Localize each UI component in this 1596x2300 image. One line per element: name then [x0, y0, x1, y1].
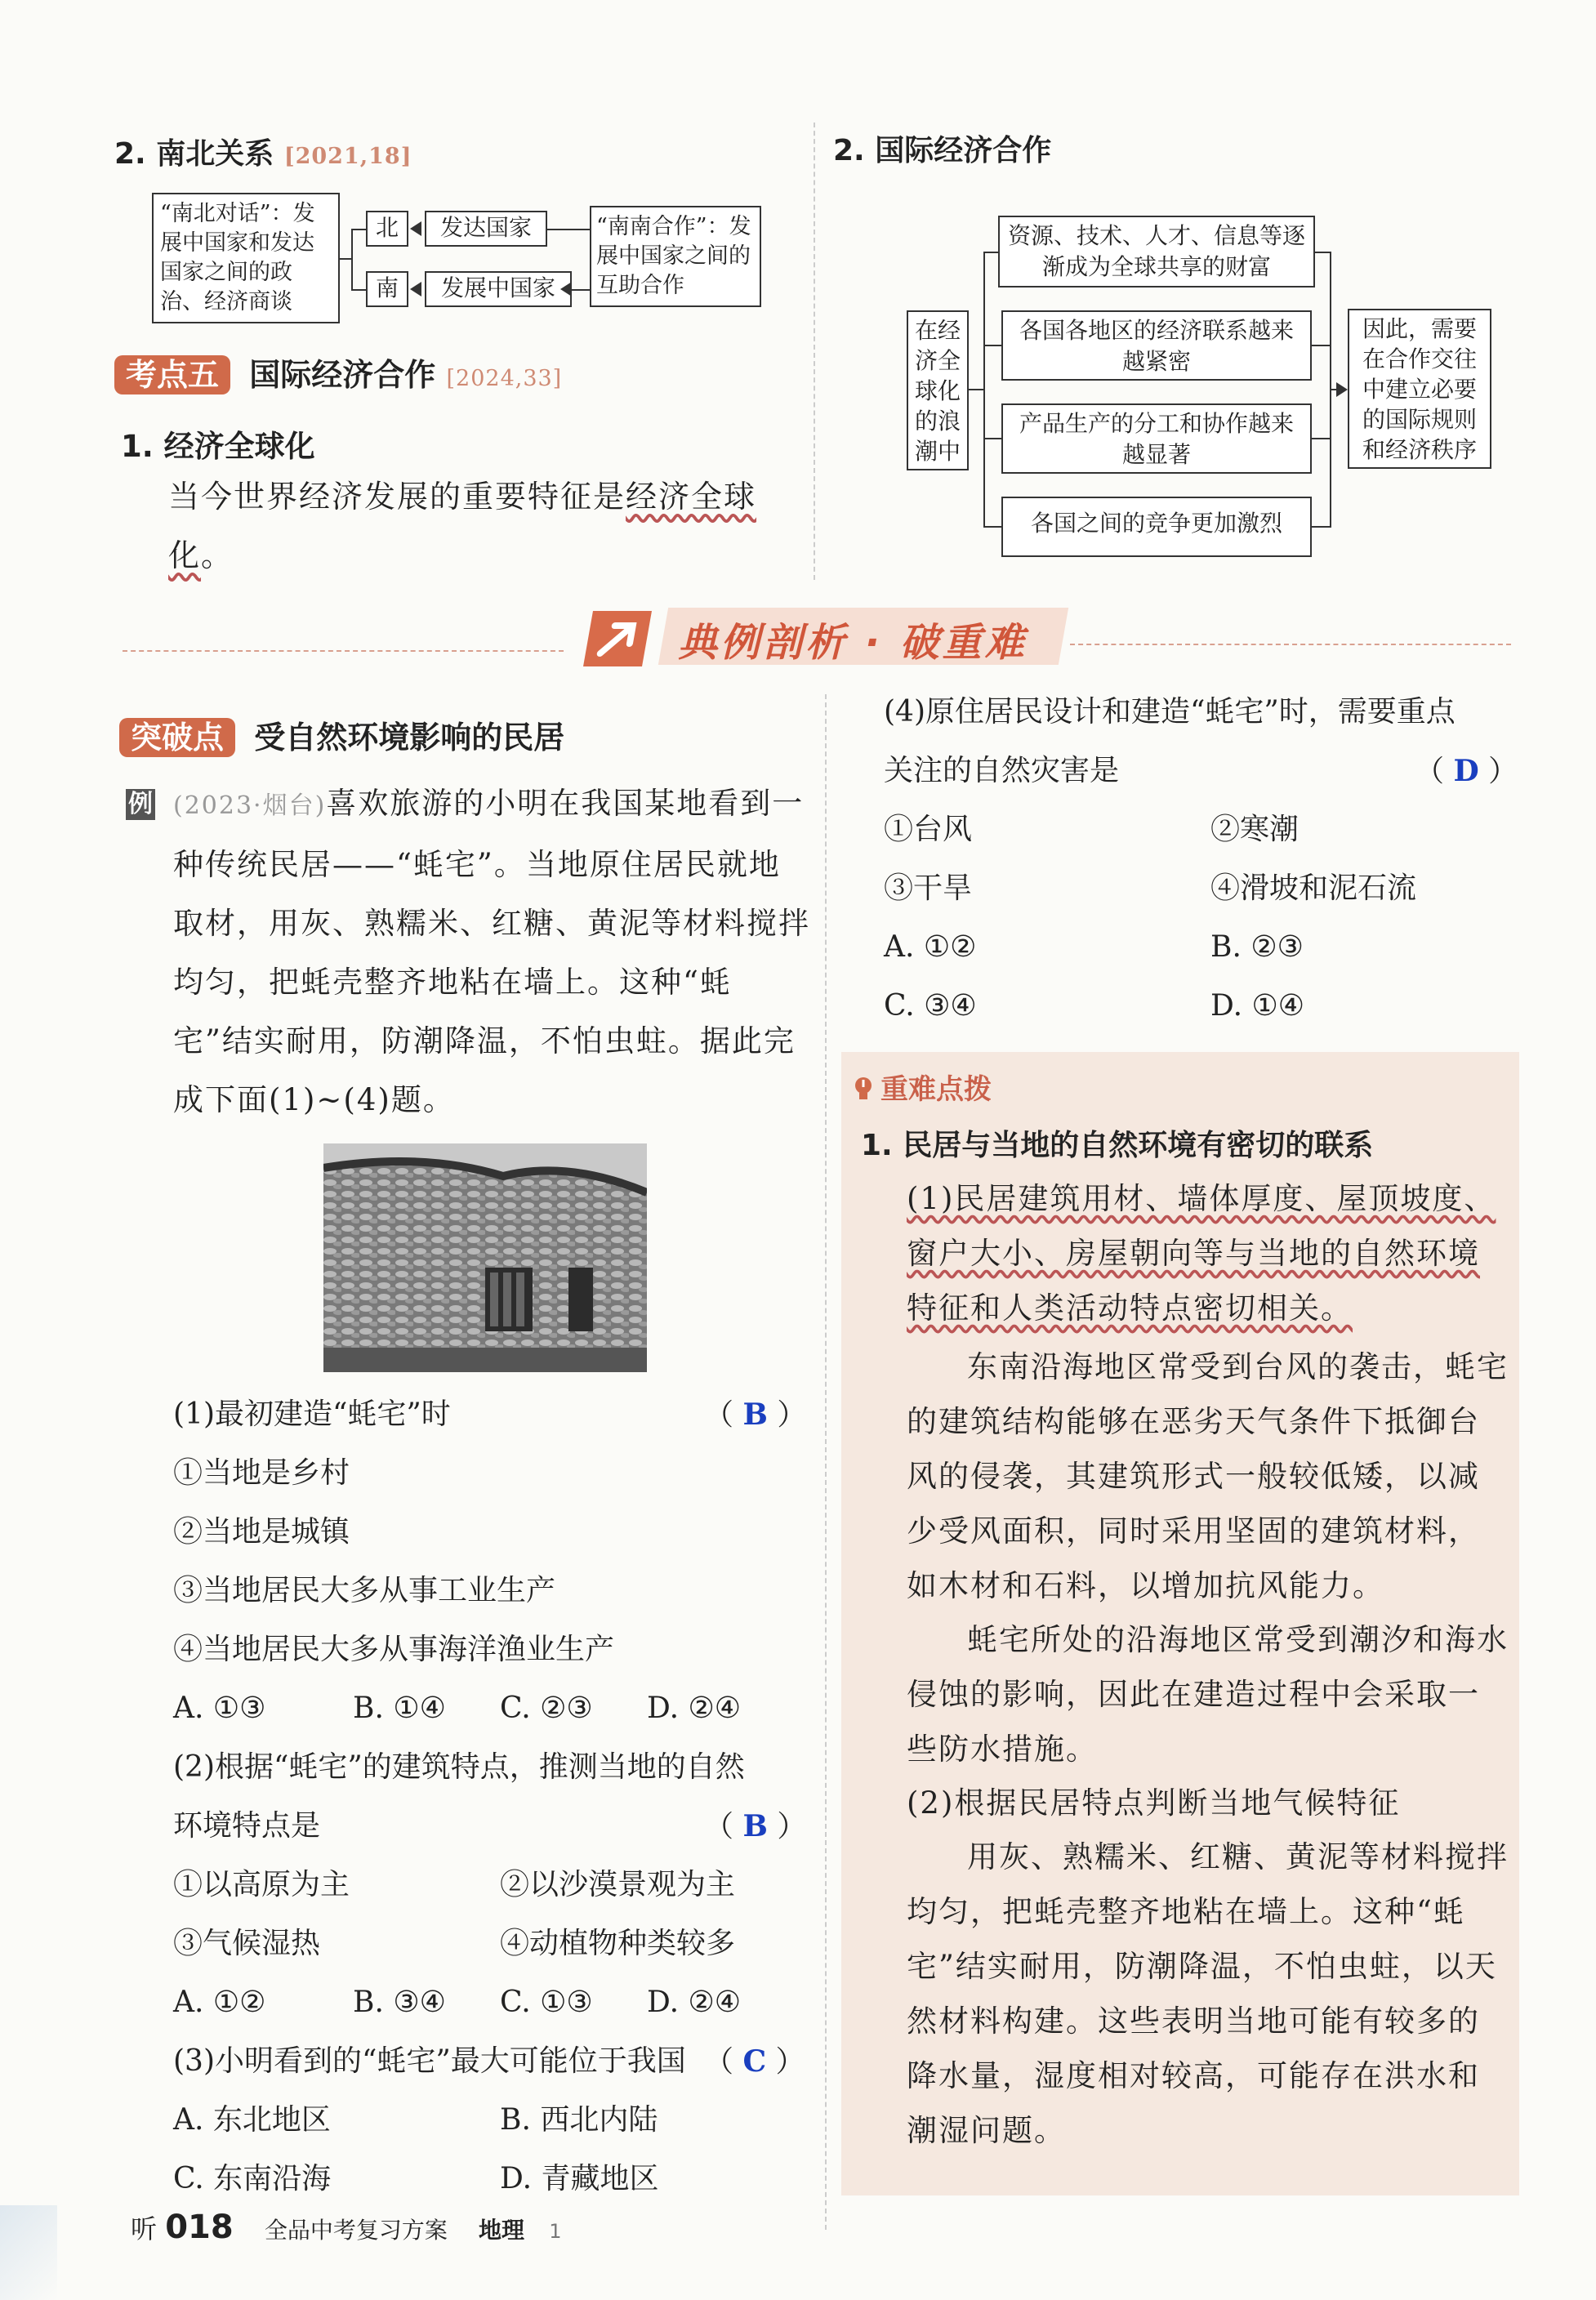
tupo-header	[119, 712, 564, 757]
choice-b: B. 西北内陆	[500, 2103, 658, 2137]
choice-b: B. ②③	[1210, 930, 1304, 964]
arrow-left-icon	[560, 282, 572, 296]
corner-decoration	[0, 2205, 57, 2300]
option-line: ③干旱	[884, 871, 973, 905]
answer-q3: C	[742, 2044, 767, 2079]
choice-d: D. ②④	[647, 1986, 742, 2019]
choice-a: A. 东北地区	[173, 2103, 331, 2137]
north-box: 北	[366, 211, 408, 247]
key-point-paragraph-4: (2)根据民居特点判断当地气候特征	[907, 1785, 1401, 1821]
kaodian-tag: 考点五	[114, 355, 230, 394]
column-divider	[825, 694, 827, 2230]
key-points-title: 重难点拨	[853, 1067, 992, 1107]
connector-line	[1312, 345, 1331, 346]
answer-paren: （ B ）	[704, 1809, 807, 1843]
year-reference: [2024,33]	[446, 366, 563, 391]
connector-line	[983, 526, 1001, 528]
banner-title: 典例剖析 · 破重难	[678, 620, 1028, 666]
choice-a: A. ①②	[884, 930, 977, 964]
connector-line	[1312, 438, 1331, 439]
footer-prefix: 听	[131, 2213, 158, 2244]
connector-line	[351, 289, 366, 291]
example-text: (2023·烟台)喜欢旅游的小明在我国某地看到一种传统民居——“蚝宅”。当地原住居民就地取材，用灰、熟糯米、红糖、黄泥等材料搅拌均匀，把蚝壳整齐地粘在墙上。这种“蚝宅”结实耐用，防潮降温，不怕虫蛀。据此完成下面(1)~(4)题。	[173, 786, 810, 1117]
arrow-left-icon	[410, 221, 421, 236]
globalization-context-box: 在经济全球化的浪潮中	[907, 310, 969, 470]
choice-b: B. ③④	[353, 1986, 446, 2019]
question-1: (1)最初建造“蚝宅”时 （ B ） ①当地是乡村 ②当地是城镇 ③当地居民大多从事工业生产 ④当地居民大多从事海洋渔业生产 A. ①③ B. ①④ C. ②③ D. ②④	[173, 1385, 810, 1738]
oyster-house-photo	[323, 1143, 647, 1372]
key-points-panel	[841, 1052, 1519, 2195]
choice-c: C. ①③	[500, 1986, 593, 2019]
book-title: 全品中考复习方案	[264, 2217, 448, 2244]
option-line: ①当地是乡村	[173, 1456, 350, 1490]
choice-c: C. ③④	[884, 989, 977, 1023]
answer-q4: D	[1453, 754, 1479, 788]
year-reference: [2021,18]	[283, 144, 412, 169]
choice-c: C. 东南沿海	[173, 2162, 332, 2195]
footer	[131, 2209, 562, 2246]
example-tag: 例	[126, 789, 155, 820]
answer-q2: B	[742, 1809, 768, 1843]
connector-line	[572, 289, 590, 291]
option-line: ④动植物种类较多	[500, 1927, 736, 1960]
option-line: ④当地居民大多从事海洋渔业生产	[173, 1633, 615, 1666]
question-2: (2)根据“蚝宅”的建筑特点，推测当地的自然 环境特点是 （ B ） ①以高原为主 ②以沙漠景观为主 ③气候湿热 ④动植物种类较多 A. ①② B. ③④ C. ①③ D. ②④	[173, 1738, 810, 2032]
answer-paren: （ D ）	[1415, 754, 1518, 788]
globalization-text: 当今世界经济发展的重要特征是经济全球化。	[168, 479, 757, 573]
choice-d: D. ①④	[1210, 989, 1305, 1023]
conclusion-box: 因此，需要在合作交往中建立必要的国际规则和经济秩序	[1348, 309, 1491, 469]
choice-c: C. ②③	[500, 1692, 593, 1725]
kaodian-header	[114, 350, 562, 394]
competition-box: 各国之间的竞争更加激烈	[1001, 497, 1312, 557]
question-4: (4)原住居民设计和建造“蚝宅”时，需要重点 关注的自然灾害是 （ D ） ①台风 ②寒潮 ③干旱 ④滑坡和泥石流 A. ①② B. ②③ C. ③④ D. ①④	[884, 683, 1521, 1036]
key-point-paragraph-2: 东南沿海地区常受到台风的袭击，蚝宅的建筑结构能够在恶劣天气条件下抵御台风的侵袭，其建筑形式一般较低矮，以减少受风面积，同时采用坚固的建筑材料，如木材和石料，以增加抗风能力。	[907, 1349, 1509, 1603]
south-south-cooperation-box: “南南合作”：发展中国家之间的互助合作	[590, 206, 761, 307]
option-line: ③当地居民大多从事工业生产	[173, 1574, 556, 1607]
connector-line	[983, 438, 1001, 439]
answer-paren: （ C ）	[704, 2044, 805, 2079]
connector-line	[351, 229, 353, 291]
banner-arrow-icon	[583, 611, 652, 666]
connector-line	[983, 252, 985, 528]
option-line: ①台风	[884, 813, 973, 846]
banner-rule	[123, 650, 564, 652]
tupo-title: 受自然环境影响的民居	[254, 720, 565, 756]
key-point-paragraph-1: (1)民居建筑用材、墙体厚度、屋顶坡度、窗户大小、房屋朝向等与当地的自然环境特征和人类活动特点密切相关。	[907, 1181, 1496, 1326]
key-point-paragraph-5: 用灰、熟糯米、红糖、黄泥等材料搅拌均匀，把蚝壳整齐地粘在墙上。这种“蚝宅”结实耐用，防潮降温，不怕虫蛀，以天然材料构建。这些表明当地可能有较多的降水量，湿度相对较高，可能存在洪水和潮湿问题。	[907, 1839, 1509, 2148]
option-line: ②当地是城镇	[173, 1515, 350, 1549]
connector-line	[1315, 252, 1331, 253]
south-box: 南	[366, 271, 408, 307]
arrow-right-icon	[1336, 382, 1348, 397]
division-of-labor-box: 产品生产的分工和协作越来越显著	[1001, 403, 1312, 474]
choice-a: A. ①③	[173, 1692, 266, 1725]
option-line: ④滑坡和泥石流	[1210, 871, 1417, 905]
option-line: ②以沙漠景观为主	[500, 1868, 736, 1901]
connector-line	[1312, 526, 1331, 528]
option-line: ③气候湿热	[173, 1927, 321, 1960]
question-3: (3)小明看到的“蚝宅”最大可能位于我国 （ C ） A. 东北地区 B. 西北内陆 C. 东南沿海 D. 青藏地区	[173, 2032, 810, 2209]
page-number: 018	[165, 2209, 234, 2246]
choice-b: B. ①④	[353, 1692, 446, 1725]
option-line: ②寒潮	[1210, 813, 1300, 846]
choice-a: A. ①②	[173, 1986, 266, 2019]
column-divider	[814, 123, 815, 580]
tupo-tag: 突破点	[119, 718, 235, 757]
banner-rule	[1070, 644, 1511, 645]
arrow-left-icon	[410, 282, 421, 296]
answer-q1: B	[742, 1397, 768, 1432]
developed-countries-box: 发达国家	[425, 211, 547, 247]
connector-line	[547, 229, 590, 230]
section-title-economic-cooperation: 2. 国际经济合作	[833, 134, 1052, 167]
connector-line	[1330, 389, 1336, 390]
kaodian-title: 国际经济合作	[249, 357, 436, 393]
lightbulb-icon	[853, 1076, 874, 1100]
option-line: ①以高原为主	[173, 1868, 350, 1901]
key-point-heading: 1. 民居与当地的自然环境有密切的联系	[861, 1129, 1374, 1162]
globalization-title: 1. 经济全球化	[121, 429, 315, 464]
north-south-dialogue-box: “南北对话”：发展中国家和发达国家之间的政治、经济商谈	[152, 193, 340, 323]
shared-resources-box: 资源、技术、人才、信息等逐渐成为全球共享的财富	[998, 216, 1315, 288]
connector-line	[969, 389, 985, 390]
answer-paren: （ B ）	[704, 1397, 807, 1432]
section-title-north-south: 2. 南北关系 [2021,18]	[114, 137, 412, 171]
connector-line	[983, 252, 998, 253]
connector-line	[351, 229, 366, 230]
choice-d: D. ②④	[647, 1692, 742, 1725]
footer-num: 1	[549, 2220, 562, 2243]
subject: 地理	[479, 2217, 525, 2244]
key-point-paragraph-3: 蚝宅所处的沿海地区常受到潮汐和海水侵蚀的影响，因此在建造过程中会采取一些防水措施。	[907, 1622, 1509, 1767]
connector-line	[983, 345, 1001, 346]
economic-links-box: 各国各地区的经济联系越来越紧密	[1001, 310, 1312, 381]
choice-d: D. 青藏地区	[500, 2162, 659, 2195]
developing-countries-box: 发展中国家	[425, 271, 572, 307]
